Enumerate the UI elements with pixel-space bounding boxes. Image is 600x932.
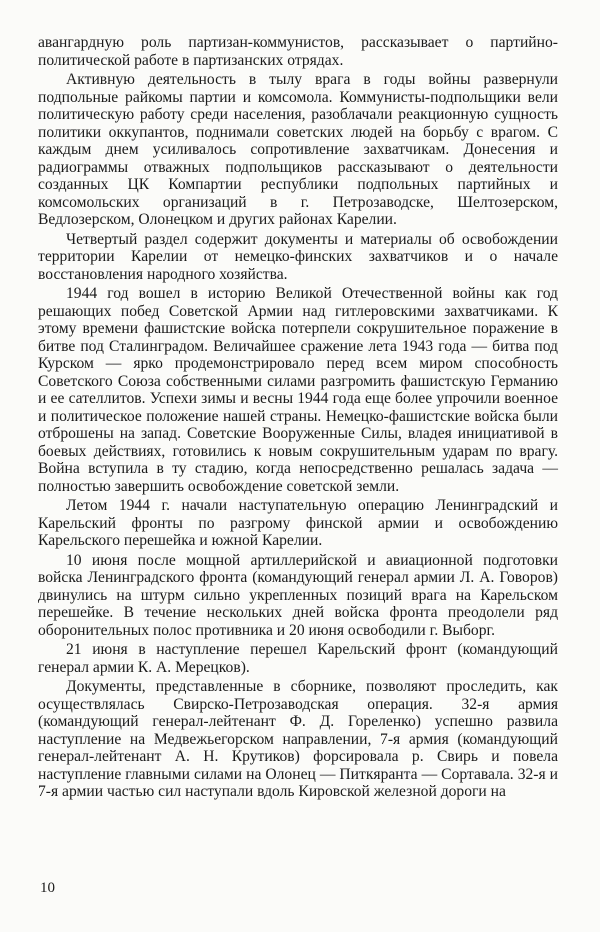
paragraph-continuation: авангардную роль партизан-коммунистов, рассказывает о партийно-политической работе в партизанских отрядах. [38, 34, 558, 69]
paragraph-june-21: 21 июня в наступление перешел Карельский фронт (командующий генерал армии К. А. Мерецков). [38, 641, 558, 676]
paragraph-underground-committees: Активную деятельность в тылу врага в годы войны развернули подпольные райкомы партии и комсомола. Коммунисты-подпольщики вели политическую работу среди населения, разоблачали реакционную сущность политики оккупантов, поднимали советских людей на борьбу с врагом. С каждым днем усиливалось сопротивление захватчикам. Донесения и радиограммы отважных подпольщиков рассказывают о деятельности созданных ЦК Компартии республики подпольных партийных и комсомольских организаций в г. Петрозаводске, Шелтозерском, Ведлозерском, Олонецком и других районах Карелии. [38, 71, 558, 228]
page-number: 10 [40, 880, 55, 896]
paragraph-june-10: 10 июня после мощной артиллерийской и авиационной подготовки войска Ленинградского фронта (командующий генерал армии Л. А. Говоров) двинулись на штурм сильно укрепленных позиций врага на Карельском перешейке. В течение нескольких дней войска фронта преодолели ряд оборонительных полос противника и 20 июня освободили г. Выборг. [38, 551, 558, 639]
body-text [38, 34, 558, 803]
paragraph-documents-operation: Документы, представленные в сборнике, позволяют проследить, как осуществлялась Свирско-Петрозаводская операция. 32-я армия (командующий генерал-лейтенант Ф. Д. Гореленко) успешно развила наступление на Медвежьегорском направлении, 7-я армия (командующий генерал-лейтенант А. Н. Крутиков) форсировала р. Свирь и повела наступление главными силами на Олонец — Питкяранта — Сортавала. 32-я и 7-я армии частью сил наступали вдоль Кировской железной дороги на [38, 678, 558, 800]
paragraph-1944-year: 1944 год вошел в историю Великой Отечественной войны как год решающих побед Советской Армии над гитлеровскими захватчиками. К этому времени фашистские войска потерпели сокрушительное поражение в битве под Сталинградом. Величайшее сражение лета 1943 года — битва под Курском — ярко продемонстрировало перед всем миром способность Советского Союза собственными силами разгромить фашистскую Германию и ее сателлитов. Успехи зимы и весны 1944 года еще более упрочили военное и политическое положение нашей страны. Немецко-фашистские войска были отброшены на запад. Советские Вооруженные Силы, владея инициативой в боевых действиях, готовились к новым сокрушительным ударам по врагу. Война вступила в ту стадию, когда непосредственно решалась задача — полностью завершить освобождение советской земли. [38, 285, 558, 495]
paragraph-summer-1944: Летом 1944 г. начали наступательную операцию Ленинградский и Карельский фронты по разгрому финской армии и освобождению Карельского перешейка и южной Карелии. [38, 497, 558, 549]
paragraph-fourth-section: Четвертый раздел содержит документы и материалы об освобождении территории Карелии от немецко-финских захватчиков и о начале восстановления народного хозяйства. [38, 230, 558, 283]
